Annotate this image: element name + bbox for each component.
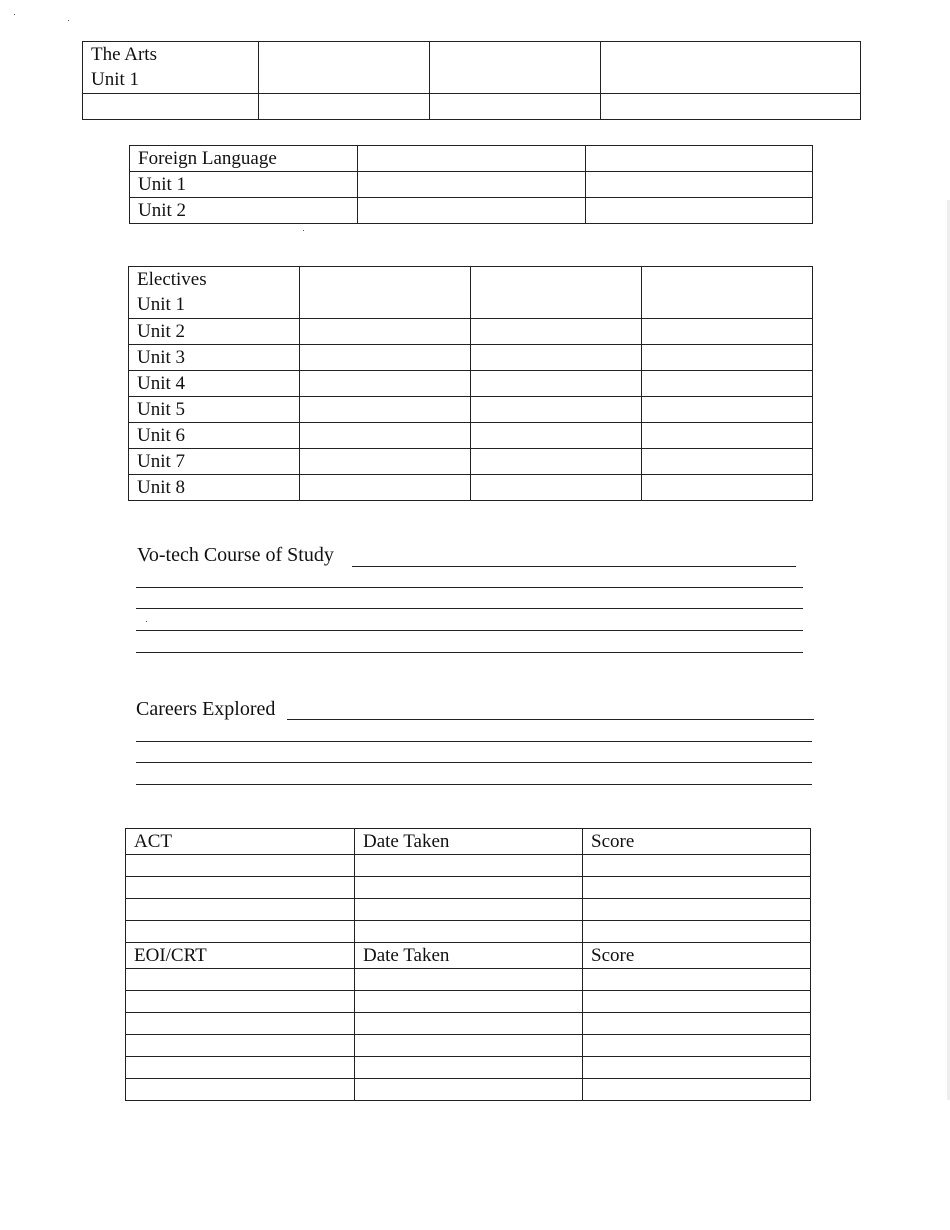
table-row (129, 319, 813, 345)
table-cell[interactable] (471, 319, 642, 345)
eoi-date-header: Date Taken (355, 943, 583, 969)
careers-label: Careers Explored (136, 698, 276, 720)
row-label: Unit 1 (130, 172, 358, 198)
votech-line[interactable] (136, 587, 803, 588)
table-cell[interactable] (300, 397, 471, 423)
row-label: Unit 5 (129, 397, 300, 423)
table-cell[interactable] (471, 397, 642, 423)
table-cell[interactable] (471, 449, 642, 475)
table-cell[interactable] (300, 449, 471, 475)
table-cell[interactable] (642, 345, 813, 371)
table-cell[interactable] (355, 921, 583, 943)
scan-speck (303, 230, 304, 231)
scan-speck (14, 14, 15, 15)
arts-title: The Arts (91, 44, 157, 65)
table-cell[interactable] (430, 42, 601, 94)
arts-unit-label: Unit 1 (91, 69, 140, 90)
table-cell[interactable] (642, 423, 813, 449)
table-cell[interactable] (358, 146, 586, 172)
table-cell[interactable] (355, 1079, 583, 1101)
scan-speck (68, 20, 69, 21)
table-cell[interactable] (586, 146, 813, 172)
scan-speck (146, 621, 147, 622)
table-cell[interactable] (355, 991, 583, 1013)
table-cell[interactable] (583, 969, 811, 991)
row-label: Unit 3 (129, 345, 300, 371)
table-cell[interactable] (601, 94, 861, 120)
row-label: Unit 1 (137, 294, 186, 315)
table-cell[interactable] (601, 42, 861, 94)
table-cell[interactable] (355, 899, 583, 921)
table-row (126, 1035, 811, 1057)
table-cell[interactable] (355, 855, 583, 877)
table-cell[interactable] (126, 969, 355, 991)
table-cell[interactable] (358, 172, 586, 198)
table-row (129, 267, 813, 319)
table-row (126, 1079, 811, 1101)
row-label: Unit 4 (129, 371, 300, 397)
table-cell[interactable] (126, 899, 355, 921)
table-cell[interactable] (83, 94, 259, 120)
table-cell[interactable] (586, 198, 813, 224)
table-cell[interactable] (583, 1035, 811, 1057)
table-row (126, 899, 811, 921)
table-row (126, 855, 811, 877)
table-cell[interactable] (583, 899, 811, 921)
table-cell[interactable] (126, 991, 355, 1013)
table-cell[interactable] (300, 319, 471, 345)
test-scores-table (125, 828, 811, 1101)
table-cell[interactable] (300, 371, 471, 397)
table-cell[interactable] (430, 94, 601, 120)
table-cell[interactable] (126, 921, 355, 943)
table-cell[interactable] (586, 172, 813, 198)
table-row (129, 423, 813, 449)
table-cell[interactable] (583, 1013, 811, 1035)
table-cell[interactable] (471, 371, 642, 397)
row-label: Unit 2 (130, 198, 358, 224)
table-row (129, 397, 813, 423)
table-cell[interactable] (126, 1057, 355, 1079)
table-row (129, 475, 813, 501)
table-row (83, 42, 861, 94)
table-cell[interactable] (471, 267, 642, 319)
table-cell[interactable] (642, 475, 813, 501)
table-cell[interactable] (126, 1079, 355, 1101)
table-cell[interactable] (583, 877, 811, 899)
careers-line[interactable] (287, 719, 814, 720)
act-label: ACT (126, 829, 355, 855)
electives-header-cell (129, 267, 300, 319)
table-row (126, 829, 811, 855)
table-cell[interactable] (583, 921, 811, 943)
table-cell[interactable] (358, 198, 586, 224)
table-cell[interactable] (259, 94, 430, 120)
votech-line[interactable] (136, 630, 803, 631)
table-cell[interactable] (300, 475, 471, 501)
table-cell[interactable] (355, 1057, 583, 1079)
table-cell[interactable] (300, 267, 471, 319)
table-cell[interactable] (642, 267, 813, 319)
careers-line[interactable] (136, 741, 812, 742)
table-cell[interactable] (355, 1035, 583, 1057)
arts-header-cell (83, 42, 259, 94)
table-cell[interactable] (300, 423, 471, 449)
table-row (126, 877, 811, 899)
votech-line[interactable] (136, 652, 803, 653)
table-cell[interactable] (471, 345, 642, 371)
table-cell[interactable] (642, 397, 813, 423)
careers-line[interactable] (136, 762, 812, 763)
table-cell[interactable] (642, 319, 813, 345)
row-label: Unit 6 (129, 423, 300, 449)
table-cell[interactable] (259, 42, 430, 94)
row-label: Unit 2 (129, 319, 300, 345)
act-score-header: Score (583, 829, 811, 855)
table-row (130, 172, 813, 198)
row-label: Unit 8 (129, 475, 300, 501)
table-cell[interactable] (471, 423, 642, 449)
table-cell[interactable] (583, 1079, 811, 1101)
act-date-header: Date Taken (355, 829, 583, 855)
table-row (126, 991, 811, 1013)
table-cell[interactable] (583, 991, 811, 1013)
table-cell[interactable] (355, 1013, 583, 1035)
table-row (130, 146, 813, 172)
arts-table (82, 41, 861, 120)
eoi-score-header: Score (583, 943, 811, 969)
table-cell[interactable] (126, 855, 355, 877)
table-cell[interactable] (583, 855, 811, 877)
table-row (129, 449, 813, 475)
votech-line[interactable] (352, 566, 796, 567)
table-cell[interactable] (126, 877, 355, 899)
foreign-language-table (129, 145, 813, 224)
table-row (130, 198, 813, 224)
row-label: Unit 7 (129, 449, 300, 475)
eoi-label: EOI/CRT (126, 943, 355, 969)
table-row (129, 371, 813, 397)
table-cell[interactable] (126, 1035, 355, 1057)
table-row (126, 1013, 811, 1035)
table-cell[interactable] (126, 1013, 355, 1035)
table-row (83, 94, 861, 120)
table-row (126, 1057, 811, 1079)
electives-title: Electives (137, 269, 207, 290)
votech-line[interactable] (136, 608, 803, 609)
table-cell[interactable] (583, 1057, 811, 1079)
foreign-language-title: Foreign Language (130, 146, 358, 172)
table-cell[interactable] (355, 969, 583, 991)
table-cell[interactable] (642, 449, 813, 475)
careers-line[interactable] (136, 784, 812, 785)
table-cell[interactable] (300, 345, 471, 371)
votech-label: Vo-tech Course of Study (137, 544, 334, 566)
table-row (126, 921, 811, 943)
electives-table (128, 266, 813, 501)
table-row (129, 345, 813, 371)
table-cell[interactable] (471, 475, 642, 501)
table-row (126, 969, 811, 991)
table-cell[interactable] (355, 877, 583, 899)
table-row (126, 943, 811, 969)
table-cell[interactable] (642, 371, 813, 397)
